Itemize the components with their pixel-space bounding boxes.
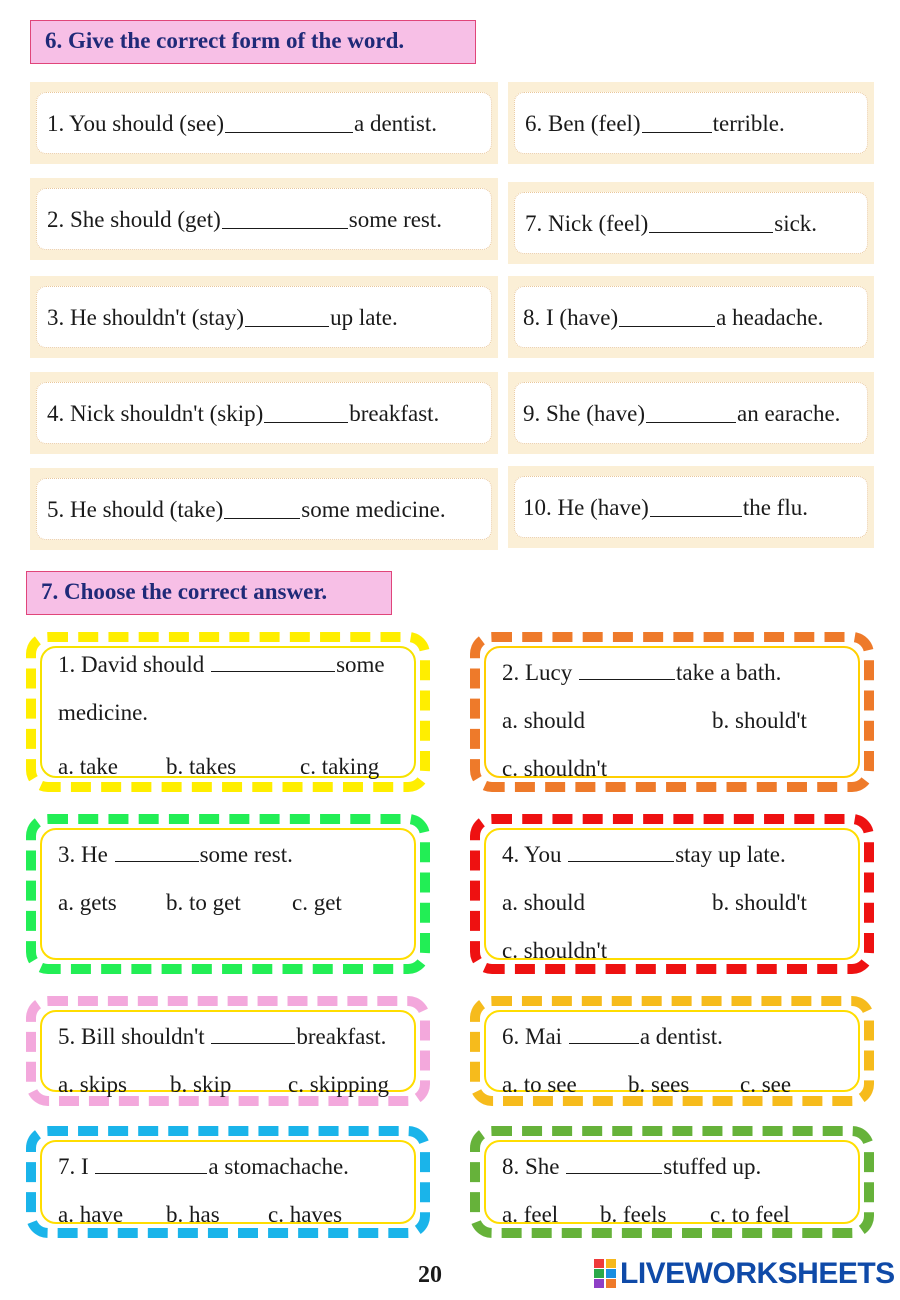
item-text: 3. He shouldn't (stay)	[47, 304, 245, 330]
fill-item-5	[30, 468, 498, 550]
section-6-heading: 6. Give the correct form of the word.	[30, 20, 476, 64]
item-text: some rest.	[348, 206, 443, 232]
option-c[interactable]: c. see	[740, 1072, 792, 1097]
fill-item-9	[508, 372, 874, 454]
answer-blank[interactable]	[649, 214, 773, 233]
question-card-8	[470, 1126, 874, 1238]
fill-item-2	[30, 178, 498, 260]
option-a[interactable]: a. gets	[58, 890, 117, 915]
item-text: 5. He should (take)	[47, 496, 224, 522]
question-text-cont: medicine.	[58, 700, 149, 725]
page-number: 20	[418, 1262, 442, 1288]
item-text: 8. I (have)	[523, 304, 619, 330]
item-text: breakfast.	[349, 400, 440, 426]
item-text: terrible.	[712, 110, 785, 136]
option-a[interactable]: a. to see	[502, 1072, 577, 1097]
answer-blank[interactable]	[245, 308, 329, 327]
question-card-5	[26, 996, 430, 1106]
option-a[interactable]: a. have	[58, 1202, 124, 1227]
option-b[interactable]: b. sees	[628, 1072, 690, 1097]
answer-blank[interactable]	[211, 1025, 295, 1044]
answer-blank[interactable]	[619, 308, 715, 327]
answer-blank[interactable]	[650, 498, 742, 517]
item-text: the flu.	[742, 494, 808, 520]
answer-blank[interactable]	[211, 653, 335, 672]
option-b[interactable]: b. takes	[166, 754, 237, 779]
answer-blank[interactable]	[642, 114, 712, 133]
answer-blank[interactable]	[579, 661, 675, 680]
question-text: 1. David should some	[58, 652, 385, 677]
option-c[interactable]: c. shouldn't	[502, 938, 608, 963]
answer-blank[interactable]	[264, 404, 348, 423]
logo-blocks-icon	[594, 1259, 618, 1289]
option-c[interactable]: c. shouldn't	[502, 756, 608, 781]
fill-item-6	[508, 82, 874, 164]
question-text: 3. He some rest.	[58, 842, 293, 867]
item-text: 10. He (have)	[523, 494, 649, 520]
item-text: 1. You should (see)	[47, 110, 224, 136]
option-b[interactable]: b. should't	[712, 708, 807, 733]
question-card-7	[26, 1126, 430, 1238]
item-text: sick.	[774, 210, 818, 236]
option-c[interactable]: c. skipping	[288, 1072, 389, 1097]
item-text: some medicine.	[301, 496, 446, 522]
option-a[interactable]: a. should	[502, 708, 586, 733]
question-text: 6. Mai a dentist.	[502, 1024, 723, 1049]
question-text: 8. She stuffed up.	[502, 1154, 762, 1179]
question-text: 4. You stay up late.	[502, 842, 786, 867]
section-7-heading: 7. Choose the correct answer.	[26, 571, 392, 615]
item-text: an earache.	[737, 400, 841, 426]
question-card-3	[26, 814, 430, 974]
option-a[interactable]: a. should	[502, 890, 586, 915]
option-a[interactable]: a. feel	[502, 1202, 559, 1227]
item-text: a headache.	[716, 304, 824, 330]
fill-item-7	[508, 182, 874, 264]
answer-blank[interactable]	[222, 210, 348, 229]
option-a[interactable]: a. take	[58, 754, 119, 779]
item-text: up late.	[330, 304, 398, 330]
answer-blank[interactable]	[566, 1155, 662, 1174]
option-c[interactable]: c. to feel	[710, 1202, 790, 1227]
answer-blank[interactable]	[224, 500, 300, 519]
liveworksheets-logo[interactable]	[594, 1256, 894, 1292]
option-b[interactable]: b. should't	[712, 890, 807, 915]
question-card-4	[470, 814, 874, 974]
logo-text: LIVEWORKSHEETS	[620, 1257, 895, 1290]
answer-blank[interactable]	[568, 843, 674, 862]
fill-item-4	[30, 372, 498, 454]
answer-blank[interactable]	[646, 404, 736, 423]
item-text: 9. She (have)	[523, 400, 645, 426]
answer-blank[interactable]	[569, 1025, 639, 1044]
option-b[interactable]: b. feels	[600, 1202, 667, 1227]
fill-item-8	[508, 276, 874, 358]
item-text: a dentist.	[353, 110, 438, 136]
answer-blank[interactable]	[95, 1155, 207, 1174]
option-c[interactable]: c. haves	[268, 1202, 343, 1227]
fill-item-3	[30, 276, 498, 358]
option-a[interactable]: a. skips	[58, 1072, 127, 1097]
item-text: 6. Ben (feel)	[525, 110, 641, 136]
option-b[interactable]: b. to get	[166, 890, 241, 915]
fill-item-1	[30, 82, 498, 164]
item-text: 4. Nick shouldn't (skip)	[47, 400, 264, 426]
question-text: 7. I a stomachache.	[58, 1154, 349, 1179]
item-text: 7. Nick (feel)	[525, 210, 649, 236]
question-card-2	[470, 632, 874, 792]
option-c[interactable]: c. taking	[300, 754, 380, 779]
option-b[interactable]: b. has	[166, 1202, 220, 1227]
option-b[interactable]: b. skip	[170, 1072, 232, 1097]
answer-blank[interactable]	[225, 114, 353, 133]
question-text: 2. Lucy take a bath.	[502, 660, 782, 685]
answer-blank[interactable]	[115, 843, 199, 862]
question-card-6	[470, 996, 874, 1106]
fill-item-10	[508, 466, 874, 548]
option-c[interactable]: c. get	[292, 890, 342, 915]
question-card-1	[26, 632, 430, 792]
question-text: 5. Bill shouldn't breakfast.	[58, 1024, 387, 1049]
item-text: 2. She should (get)	[47, 206, 221, 232]
